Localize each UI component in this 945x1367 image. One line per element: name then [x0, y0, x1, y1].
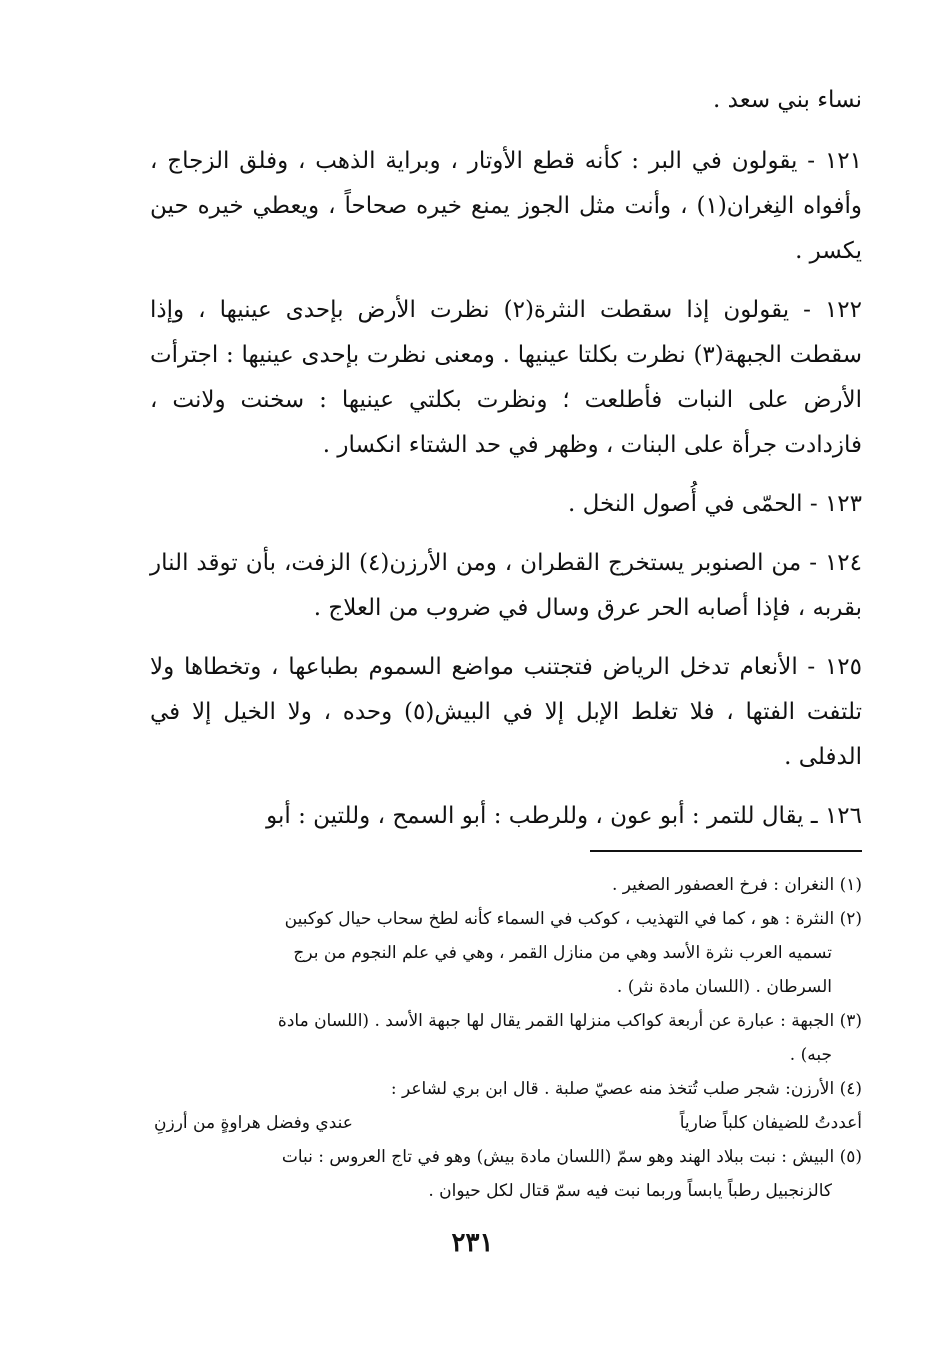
footnote-5	[150, 1140, 862, 1208]
footnote-4-text: (٤) الأرزن: شجر صلب تُتخذ منه عصيّ صلبة . قال ابن بري لشاعر :	[390, 1079, 862, 1099]
footnote-5-line-2: كالزنجبيل رطباً يابساً وربما نبت فيه سمّ قتال لكل حيوان .	[428, 1181, 832, 1201]
footnote-1-text: (١) النغران : فرخ العصفور الصغير .	[611, 875, 862, 895]
poetry-verse	[150, 1106, 862, 1140]
footnote-4	[150, 1072, 862, 1106]
footnote-3	[150, 1004, 862, 1072]
paragraph-126: ١٢٦ ـ يقال للتمر : أبو عون ، وللرطب : أبو السمح ، وللتين : أبو	[266, 803, 862, 829]
footnotes	[150, 868, 862, 1208]
verse-hemistich-2: عندي وفضل هراوةٍ من أرزنِ	[154, 1113, 353, 1133]
footnote-3-line-1: (٣) الجبهة : عبارة عن أربعة كواكب منزلها القمر يقال لها جبهة الأسد . (اللسان مادة	[277, 1011, 862, 1031]
paragraph-123: ١٢٣ - الحمّى في أُصول النخل .	[567, 491, 862, 517]
footnote-2	[150, 902, 862, 1004]
footnote-2-line-1: (٢) النثرة : هو ، كما في التهذيب ، كوكب في السماء كأنه لطخ سحاب حيال كوكبين	[284, 909, 862, 929]
verse-hemistich-1: أعددتُ للضيفان كلباً ضارياً	[679, 1113, 862, 1133]
footnote-5-line-1: (٥) البيش : نبت ببلاد الهند وهو سمّ (اللسان مادة بيش) وهو في تاج العروس : نبات	[281, 1147, 862, 1167]
paragraph-122: ١٢٢ - يقولون إذا سقطت النثرة(٢) نظرت الأرض بإحدى عينيها ، وإذا سقطت الجبهة(٣) نظرت بكلتا عينيها . ومعنى نظرت بإحدى عينيها : اجترأت الأرض على النبات فأطلعت ؛ ونظرت بكلتي عينيها : سخنت ولانت ، فازدادت جرأة على البنات ، وظهر في حد الشتاء انكسار .	[150, 297, 863, 458]
footnote-divider	[590, 850, 862, 852]
paragraph-124: ١٢٤ - من الصنوبر يستخرج القطران ، ومن الأرزن(٤) الزفت، بأن توقد النار بقربه ، فإذا أصابه الحر عرق وسال في ضروب من العلاج .	[150, 550, 862, 621]
paragraph-125: ١٢٥ - الأنعام تدخل الرياض فتجتنب مواضع السموم بطباعها ، وتخطاها ولا تلتفت الفتها ، فلا تغلط الإبل إلا في البيش(٥) وحده ، ولا الخيل إلا في الدفلى .	[150, 654, 863, 770]
footnote-2-line-3: السرطان . (اللسان مادة نثر) .	[616, 977, 832, 997]
footnote-2-line-2: تسميه العرب نثرة الأسد وهي من منازل القمر ، وهي في علم النجوم من برج	[293, 943, 832, 963]
main-text	[150, 78, 862, 853]
footnote-1	[150, 868, 862, 902]
opening-line: نساء بني سعد .	[713, 87, 862, 113]
paragraph-121: ١٢١ - يقولون في البر : كأنه قطع الأوتار ، وبراية الذهب ، وفلق الزجاج ، وأفواه النِغران(١) ، وأنت مثل الجوز يمنع خيره صحاحاً ، ويعطي خيره حين يكسر .	[150, 148, 862, 264]
page-number: ٢٣١	[451, 1228, 494, 1258]
footnote-3-line-2: جبه) .	[789, 1045, 832, 1065]
